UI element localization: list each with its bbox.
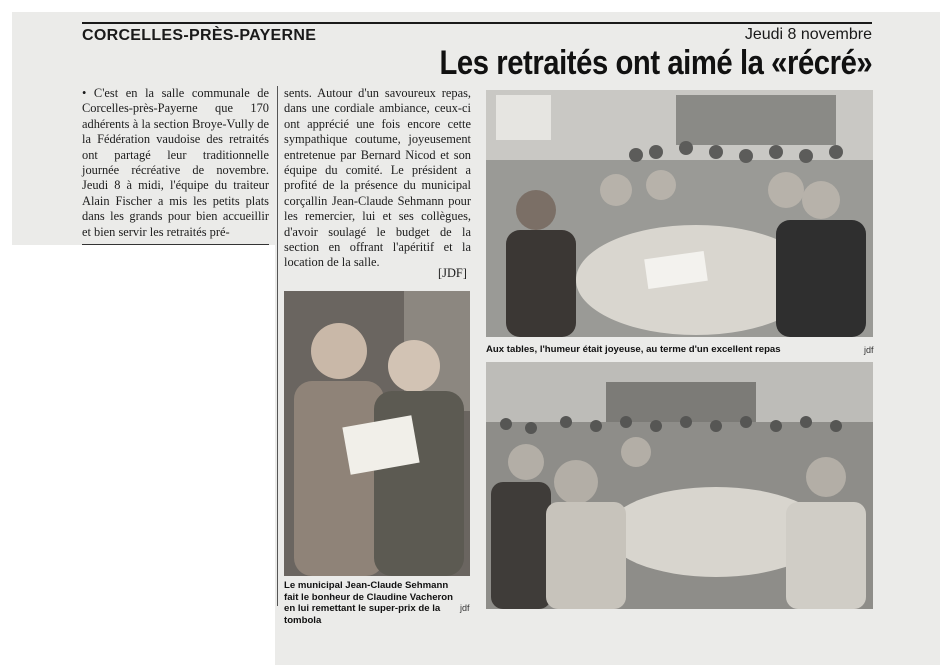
article-column-2: sents. Autour d'un savoureux repas, dans une cordiale ambiance, ceux-ci ont apprécié une fois encore cette sympathique coutume, joyeusement entretenue par Bernard Nicod et son équipe du comité. Le président a profité de la présence du municipal corçallin Jean-Claude Sehmann pour les remercier, lui et ses collègues, d'avoir soulagé le budget de la section en offrant l'apéritif et la location de la salle.: [284, 86, 471, 270]
column-rule: [82, 244, 269, 245]
header-rule: [82, 22, 872, 24]
author-signature: [JDF]: [438, 266, 467, 280]
article-column-1: • C'est en la salle communale de Corcelles-près-Payerne que 170 adhérents à la section Broye-Vully de la Fédération vaudoise des retraités ont partagé leur traditionnelle journée récréative de novembre. Jeudi 8 à midi, l'équipe du traiteur Alain Fischer a mis les petits plats dans les grands pour bien accueillir et bien servir les retraités pré-: [82, 86, 269, 239]
column-divider: [277, 86, 278, 606]
date-line: Jeudi 8 novembre: [744, 26, 872, 43]
headline: Les retraités ont aimé la «récré»: [439, 44, 872, 82]
photo-crowded-hall: [486, 362, 873, 609]
photo-prize-handover: [284, 291, 470, 576]
photo-caption: Aux tables, l'humeur était joyeuse, au terme d'un excellent repas: [486, 344, 781, 355]
photo-credit: jdf: [460, 603, 470, 613]
location-kicker: CORCELLES-PRÈS-PAYERNE: [82, 27, 317, 44]
photo-dining-tables: [486, 90, 873, 337]
photo-caption: Le municipal Jean-Claude Sehmann fait le bonheur de Claudine Vacheron en lui remettant le super-prix de la tombola: [284, 580, 453, 626]
photo-credit: jdf: [864, 345, 874, 355]
